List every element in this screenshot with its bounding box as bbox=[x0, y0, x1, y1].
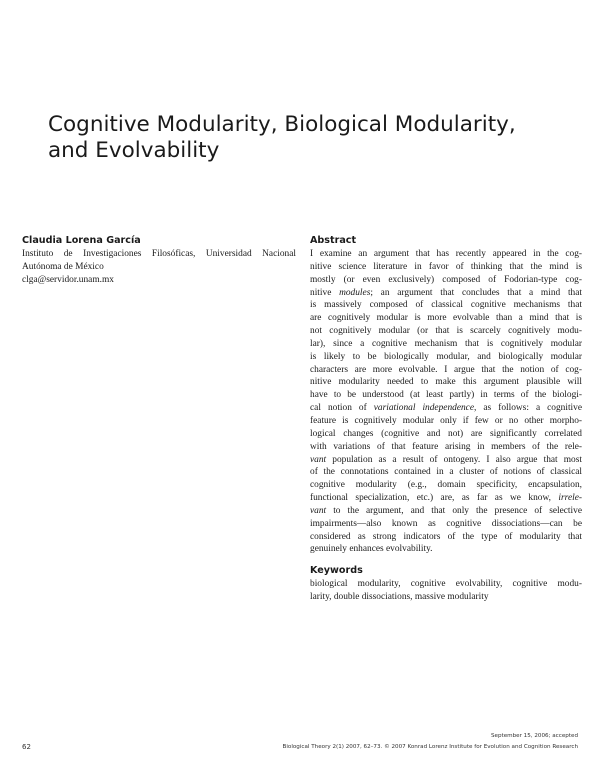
abstract-line: cognitive modularity (e.g., domain specificity, encapsulation, bbox=[310, 480, 582, 491]
abstract-line: genuinely enhances evolvability. bbox=[310, 544, 433, 555]
footer-citation: Biological Theory 2(1) 2007, 62–73. © 2007 Konrad Lorenz Institute for Evolution and Cognition Research bbox=[282, 744, 578, 750]
abstract-line: is likely to be biologically modular, and biologically modular bbox=[310, 351, 582, 362]
author-email[interactable]: clga@servidor.unam.mx bbox=[22, 274, 114, 285]
abstract-heading: Abstract bbox=[310, 235, 357, 246]
abstract-line: mostly (or even exclusively) composed of Fodorian-type cog- bbox=[310, 274, 582, 285]
abstract-line: nitive science literature in favor of thinking that the mind is bbox=[310, 261, 582, 272]
abstract-line: functional specialization, etc.) are, as far as we know, irrele- bbox=[310, 493, 582, 504]
abstract-section bbox=[310, 234, 582, 556]
abstract-line: have to be understood (at least partly) in terms of the biologi- bbox=[310, 390, 582, 401]
abstract-line: nitive modularity needed to make this argument plausible will bbox=[310, 377, 582, 388]
abstract-line: logical changes (cognitive and not) are significantly correlated bbox=[310, 428, 582, 439]
article-title bbox=[48, 112, 568, 164]
author-name: Claudia Lorena García bbox=[22, 235, 141, 246]
abstract-line: lar), since a cognitive mechanism that is cognitively modular bbox=[310, 338, 582, 349]
keywords-line: biological modularity, cognitive evolvability, cognitive modu- bbox=[310, 579, 582, 589]
abstract-line: feature is cognitively modular only if few or no other morpho- bbox=[310, 415, 582, 426]
abstract-line: is massively composed of classical cognitive mechanisms that bbox=[310, 300, 582, 311]
author-affiliation: Autónoma de México bbox=[22, 261, 104, 272]
title-line: and Evolvability bbox=[48, 138, 220, 163]
footer-date-status: September 15, 2006; accepted bbox=[490, 733, 578, 739]
abstract-body bbox=[310, 248, 582, 556]
keywords-line: larity, double dissociations, massive modularity bbox=[310, 591, 489, 602]
author-affiliation: Instituto de Investigaciones Filosóficas, Universidad Nacional bbox=[22, 249, 296, 259]
page-number: 62 bbox=[22, 743, 31, 751]
abstract-line: I examine an argument that has recently appeared in the cog- bbox=[310, 249, 582, 259]
title-line: Cognitive Modularity, Biological Modularity, bbox=[48, 112, 516, 137]
abstract-line: cal notion of variational independence, as follows: a cognitive bbox=[310, 403, 583, 414]
keywords-section bbox=[310, 564, 582, 604]
author-block bbox=[22, 234, 296, 286]
abstract-line: of the connotations contained in a cluster of notions of classical bbox=[310, 467, 582, 478]
abstract-line: with variations of that feature arising in members of the rele- bbox=[310, 441, 582, 452]
abstract-line: vant to the argument, and that only the presence of selective bbox=[310, 505, 582, 516]
abstract-line: vant population as a result of ontogeny. I also argue that most bbox=[310, 454, 582, 465]
keywords-heading: Keywords bbox=[310, 565, 363, 576]
abstract-line: not cognitively modular (or that is scarcely cognitively modu- bbox=[310, 326, 582, 337]
abstract-line: characters are more evolvable. I argue that the notion of cog- bbox=[310, 364, 582, 375]
abstract-line: impairments—also known as cognitive dissociations—can be bbox=[310, 518, 582, 529]
abstract-line: considered as strong indicators of the type of modularity that bbox=[310, 531, 582, 542]
abstract-line: nitive modules; an argument that concludes that a mind that bbox=[310, 287, 582, 298]
abstract-line: are cognitively modular is more evolvable than a mind that is bbox=[310, 313, 582, 324]
